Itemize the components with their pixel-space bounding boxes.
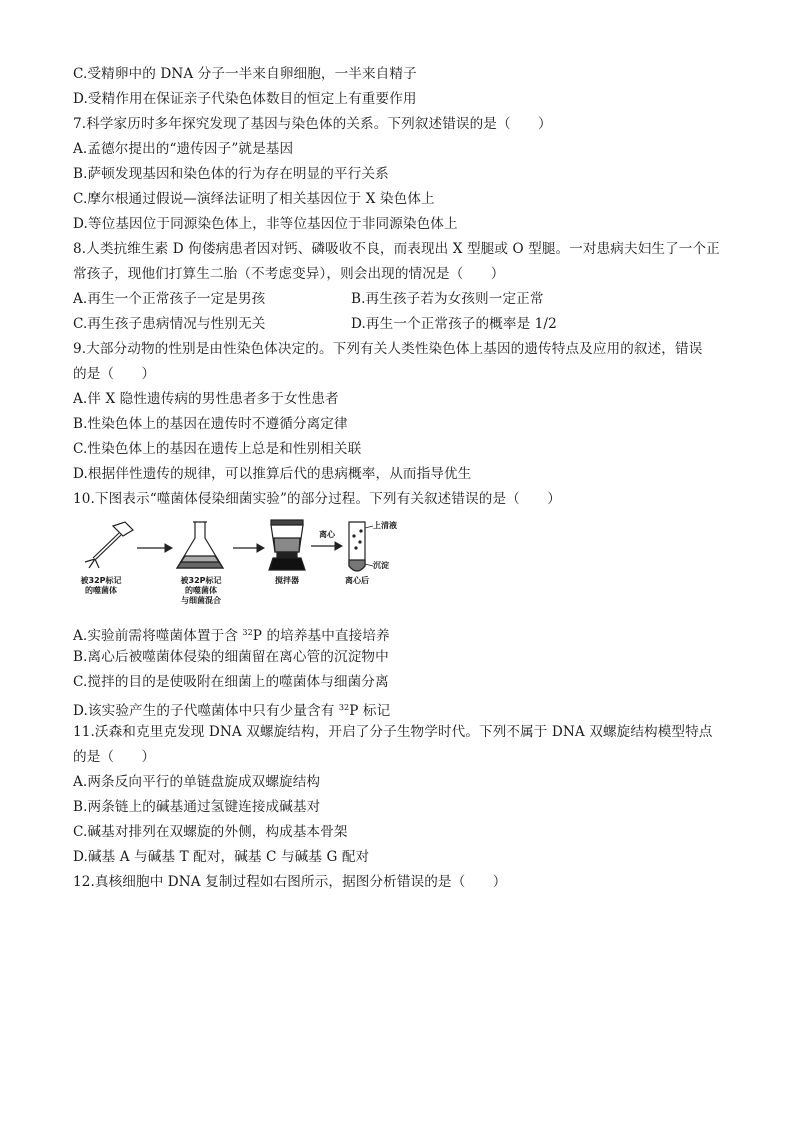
q8-option-a: A.再生一个正常孩子一定是男孩 <box>73 291 266 307</box>
q10-option-a <box>73 620 733 645</box>
q8-option-d: D.再生一个正常孩子的概率是 1/2 <box>351 316 557 332</box>
q9-option-c: C.性染色体上的基因在遗传上总是和性别相关联 <box>73 441 362 457</box>
phage-caption <box>73 576 129 596</box>
q9-stem-line2: 的是（ ） <box>73 366 156 382</box>
flask-caption-line2: 的噬菌体 <box>185 586 217 595</box>
tube-caption: 离心后 <box>345 576 369 585</box>
q8-option-b: B.再生孩子若为女孩则一定正常 <box>351 291 544 307</box>
q9-option-b: B.性染色体上的基因在遗传时不遵循分离定律 <box>73 416 348 432</box>
q11-option-c: C.碱基对排列在双螺旋的外侧，构成基本骨架 <box>73 824 348 840</box>
q10-option-d-pre: D.该实验产生的子代噬菌体中只有少量含有 <box>73 703 339 719</box>
q8-stem-line1: 8.人类抗维生素 D 佝偻病患者因对钙、磷吸收不良，而表现出 X 型腿或 O 型腿。一对患病夫妇生了一个正 <box>73 241 720 257</box>
q6-option-c: C.受精卵中的 DNA 分子一半来自卵细胞，一半来自精子 <box>73 66 417 82</box>
flask-caption-line3: 与细菌混合 <box>181 596 221 605</box>
centrifuge-arrow-label: 离心 <box>319 530 335 539</box>
flask-caption-line1: 被32P标记 <box>180 576 222 585</box>
q11-option-a: A.两条反向平行的单链盘旋成双螺旋结构 <box>73 774 321 790</box>
q10-option-b: B.离心后被噬菌体侵染的细菌留在离心管的沉淀物中 <box>73 649 389 665</box>
q9-option-d: D.根据伴性遗传的规律，可以推算后代的患病概率，从而指导优生 <box>73 466 472 482</box>
q8-option-c: C.再生孩子患病情况与性别无关 <box>73 316 266 332</box>
q8-options-row1 <box>73 287 733 312</box>
flask-icon <box>177 522 223 568</box>
q9-stem-line1: 9.大部分动物的性别是由性染色体决定的。下列有关人类性染色体上基因的遗传特点及应用的叙述，错误 <box>73 341 703 357</box>
q11-option-d: D.碱基 A 与碱基 T 配对，碱基 C 与碱基 G 配对 <box>73 849 370 865</box>
q11-stem-line2: 的是（ ） <box>73 749 156 765</box>
q11-stem-line1: 11.沃森和克里克发现 DNA 双螺旋结构，开启了分子生物学时代。下列不属于 DNA 双螺旋结构模型特点 <box>73 724 713 740</box>
q8-stem-line2: 常孩子，现他们打算生二胎（不考虑变异），则会出现的情况是（ ） <box>73 266 505 282</box>
q10-stem: 10.下图表示“噬菌体侵染细菌实验”的部分过程。下列有关叙述错误的是（ ） <box>73 491 561 507</box>
arrow-icon <box>311 542 342 550</box>
q10-option-c: C.搅拌的目的是使吸附在细菌上的噬菌体与细菌分离 <box>73 674 389 690</box>
q6-option-d: D.受精作用在保证亲子代染色体数目的恒定上有重要作用 <box>73 91 417 107</box>
supernatant-label: 上清液 <box>373 521 397 530</box>
q10-option-a-sup: 32 <box>242 628 253 637</box>
phage-icon <box>85 522 133 568</box>
blender-caption: 搅拌器 <box>275 576 299 585</box>
q10-option-d-sup: 32 <box>338 703 350 712</box>
arrow-icon <box>137 544 172 552</box>
phage-caption-line1: 被32P标记 <box>80 576 122 585</box>
q7-option-b: B.萨顿发现基因和染色体的行为存在明显的平行关系 <box>73 166 389 182</box>
q11-option-b: B.两条链上的碱基通过氢键连接成碱基对 <box>73 799 321 815</box>
q7-option-c: C.摩尔根通过假说—演绎法证明了相关基因位于 X 染色体上 <box>73 191 435 207</box>
q7-stem: 7.科学家历时多年探究发现了基因与染色体的关系。下列叙述错误的是（ ） <box>73 116 552 132</box>
flask-caption <box>171 576 231 606</box>
q10-option-d <box>73 695 733 720</box>
q9-option-a: A.伴 X 隐性遗传病的男性患者多于女性患者 <box>73 391 339 407</box>
figure-drawing <box>73 516 397 620</box>
exam-page <box>73 62 733 895</box>
q10-option-a-post: P 的培养基中直接培养 <box>252 628 390 644</box>
q10-option-d-post: P 标记 <box>349 703 391 719</box>
phage-experiment-figure <box>73 516 733 620</box>
arrow-icon <box>233 544 264 552</box>
centrifuge-tube-icon <box>349 522 373 571</box>
q7-option-d: D.等位基因位于同源染色体上，非等位基因位于非同源染色体上 <box>73 216 458 232</box>
q8-options-row2 <box>73 312 733 337</box>
sediment-label: 沉淀 <box>373 561 389 570</box>
blender-icon <box>269 520 305 570</box>
phage-caption-line2: 的噬菌体 <box>85 586 117 595</box>
q10-option-a-pre: A.实验前需将噬菌体置于含 <box>73 628 243 644</box>
q12-stem: 12.真核细胞中 DNA 复制过程如右图所示，据图分析错误的是（ ） <box>73 874 507 890</box>
q7-option-a: A.孟德尔提出的“遗传因子”就是基因 <box>73 141 294 157</box>
